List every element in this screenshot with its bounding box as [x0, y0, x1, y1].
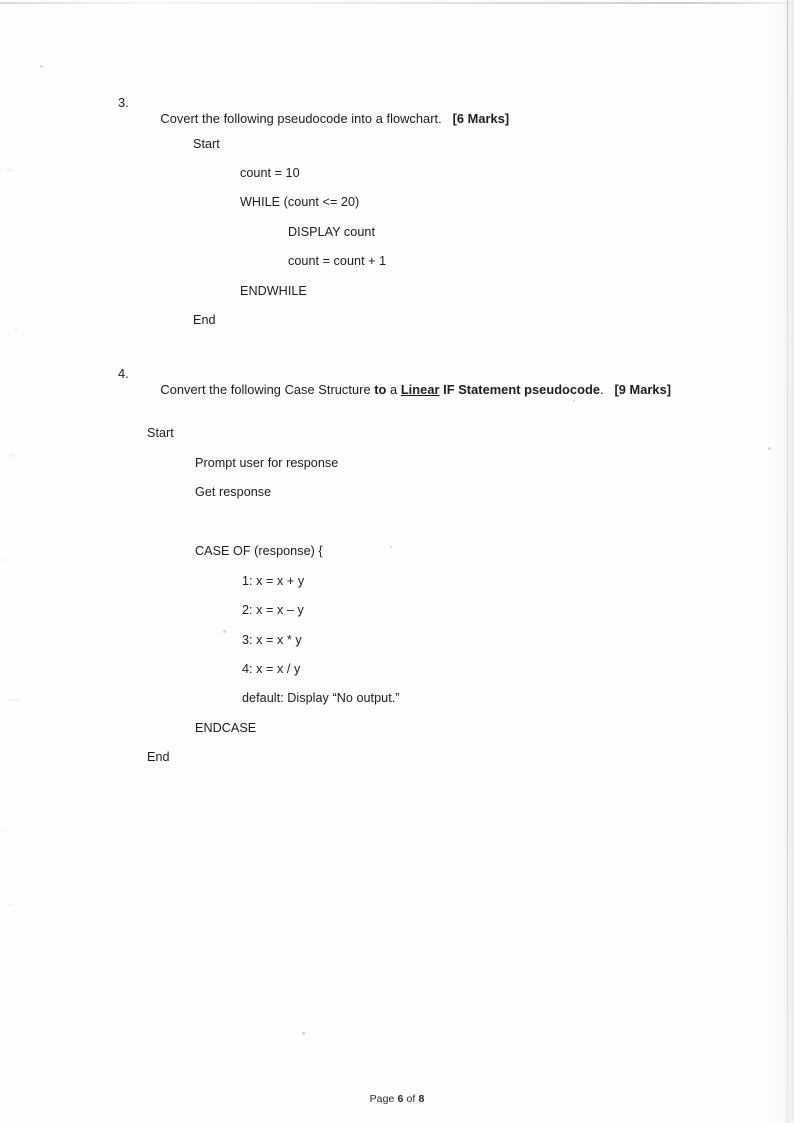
- q4-code-line-case-1: 1: x = x + y: [242, 574, 305, 588]
- q3-code-line-increment: count = count + 1: [288, 254, 387, 268]
- question-4-prompt-lead: Convert the following Case Structure: [160, 382, 375, 397]
- question-4-prompt-linear: Linear: [400, 382, 440, 397]
- scan-right-edge-artifact: [787, 0, 788, 1123]
- q4-code-line-end: End: [147, 750, 170, 764]
- scan-right-shadow: [770, 0, 794, 1123]
- q3-code-line-end: End: [193, 313, 216, 327]
- question-3-prompt-text: Covert the following pseudocode into a flowchart.: [160, 111, 442, 126]
- question-4-marks: [9 Marks]: [614, 382, 672, 397]
- q4-code-line-case-4: 4: x = x / y: [242, 662, 301, 676]
- q4-code-line-default: default: Display “No output.”: [242, 691, 400, 705]
- footer-prefix: Page: [369, 1093, 398, 1105]
- question-4-prompt-period: .: [600, 382, 604, 397]
- question-4-prompt: [146, 366, 671, 414]
- question-3-marks: [6 Marks]: [452, 111, 510, 126]
- footer-total-pages: 8: [418, 1093, 425, 1105]
- q4-code-line-start: Start: [147, 426, 174, 440]
- q4-code-line-endcase: ENDCASE: [195, 721, 257, 735]
- q4-code-line-prompt-user: Prompt user for response: [195, 456, 339, 470]
- q4-code-line-get-response: Get response: [195, 485, 272, 499]
- q3-code-line-count-init: count = 10: [240, 166, 300, 180]
- page-footer: [0, 1093, 794, 1105]
- q3-code-line-while: WHILE (count <= 20): [240, 195, 360, 209]
- scan-speck: [768, 447, 771, 450]
- q3-code-line-endwhile: ENDWHILE: [240, 284, 307, 298]
- question-3-number: 3.: [118, 95, 129, 110]
- scan-top-edge-artifact: [0, 2, 794, 4]
- scan-speck: [302, 1032, 305, 1035]
- q4-code-line-case-of: CASE OF (response) {: [195, 544, 323, 558]
- footer-current-page: 6: [397, 1093, 404, 1105]
- question-4-prompt-to: to: [374, 382, 387, 397]
- question-4-prompt-a: a: [386, 382, 401, 397]
- question-4-prompt-rest: IF Statement pseudocode: [439, 382, 600, 397]
- scan-speck: [390, 546, 392, 548]
- scan-left-margin-noise: [0, 0, 46, 1123]
- footer-separator: of: [403, 1093, 419, 1105]
- scan-speck: [223, 630, 226, 633]
- scan-speck: [40, 65, 43, 68]
- q4-code-line-case-3: 3: x = x * y: [242, 633, 302, 647]
- q3-code-line-start: Start: [193, 137, 220, 151]
- q4-code-line-case-2: 2: x = x – y: [242, 603, 304, 617]
- q3-code-line-display: DISPLAY count: [288, 225, 375, 239]
- question-4-number: 4.: [118, 366, 129, 381]
